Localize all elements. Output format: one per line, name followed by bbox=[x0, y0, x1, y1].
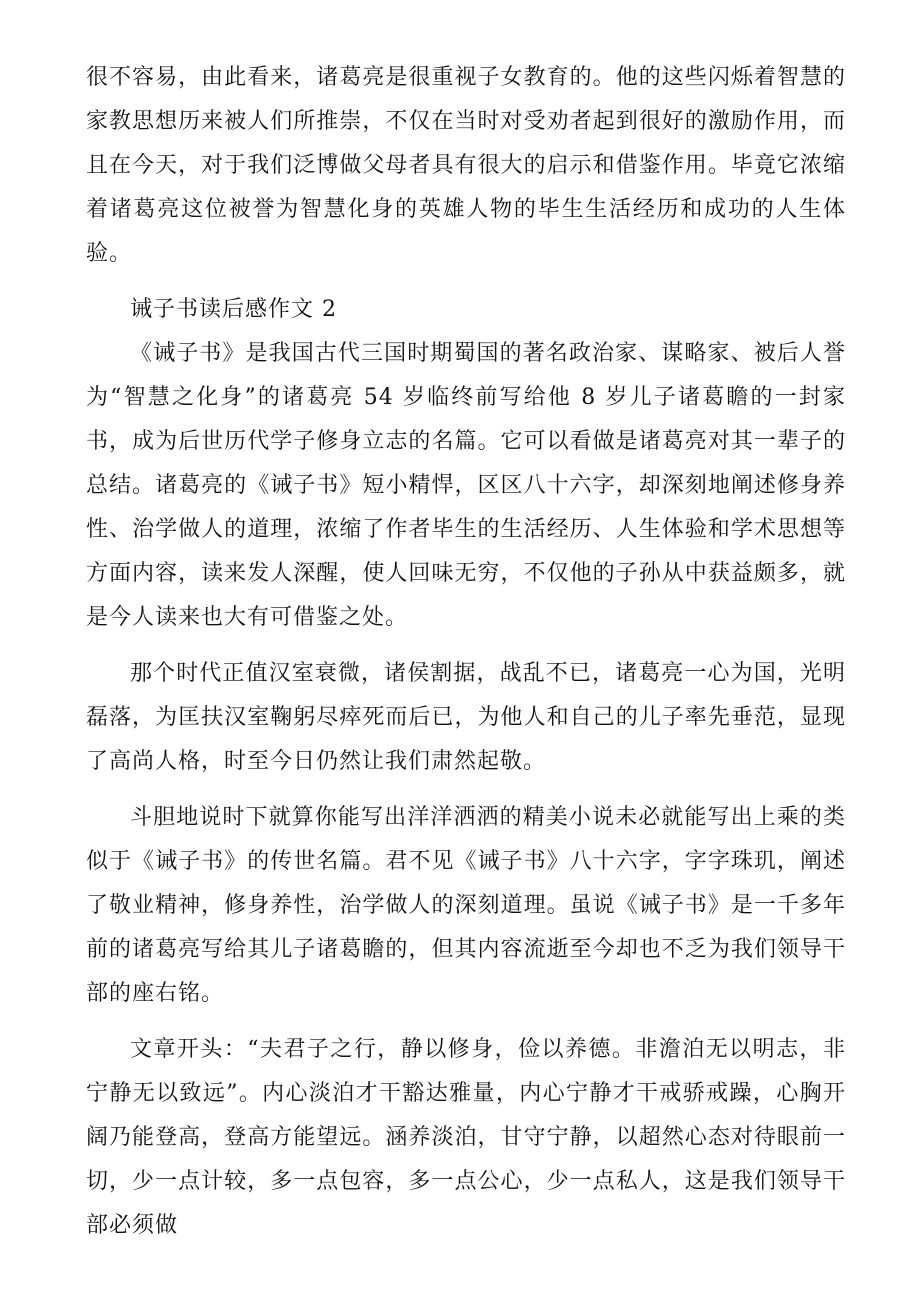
paragraph-masterpiece: 斗胆地说时下就算你能写出洋洋洒洒的精美小说未必就能写出上乘的类似于《诫子书》的传世名篇。君不见《诫子书》八十六字，字字珠玑，阐述了敬业精神，修身养性，治学做人的深刻道理。虽说《诫子书》是一千多年前的诸葛亮写给其儿子诸葛瞻的，但其内容流逝至今却也不乏为我们领导干部的座右铭。 bbox=[86, 805, 846, 1006]
paragraph-opening-quote: 文章开头：“夫君子之行，静以修身，俭以养德。非澹泊无以明志，非宁静无以致远”。内心淡泊才干豁达雅量，内心宁静才干戒骄戒躁，心胸开阔乃能登高，登高方能望远。涵养淡泊，甘守宁静，以超然心态对待眼前一切，少一点计较，多一点包容，多一点公心，少一点私人，这是我们领导干部必须做 bbox=[86, 1037, 846, 1238]
paragraph-era: 那个时代正值汉室衰微，诸侯割据，战乱不已，诸葛亮一心为国，光明磊落，为匡扶汉室鞠躬尽瘁死而后已，为他人和自己的儿子率先垂范，显现了高尚人格，时至今日仍然让我们肃然起敬。 bbox=[86, 661, 846, 774]
section-title: 诫子书读后感作文 2 bbox=[130, 297, 337, 322]
paragraph-continuation: 很不容易，由此看来，诸葛亮是很重视子女教育的。他的这些闪烁着智慧的家教思想历来被人们所推崇，不仅在当时对受劝者起到很好的激励作用，而且在今天，对于我们泛博做父母者具有很大的启示和借鉴作用。毕竟它浓缩着诸葛亮这位被誉为智慧化身的英雄人物的毕生生活经历和成功的人生体验。 bbox=[86, 65, 846, 266]
paragraph-intro: 《诫子书》是我国古代三国时期蜀国的著名政治家、谋略家、被后人誉为“智慧之化身”的诸葛亮 54 岁临终前写给他 8 岁儿子诸葛瞻的一封家书，成为后世历代学子修身立志的名篇。它可以看做是诸葛亮对其一辈子的总结。诸葛亮的《诫子书》短小精悍，区区八十六字，却深刻地阐述修身养性、治学做人的道理，浓缩了作者毕生的生活经历、人生体验和学术思想等方面内容，读来发人深醒，使人回味无穷，不仅他的子孙从中获益颇多，就是今人读来也大有可借鉴之处。 bbox=[86, 341, 846, 630]
